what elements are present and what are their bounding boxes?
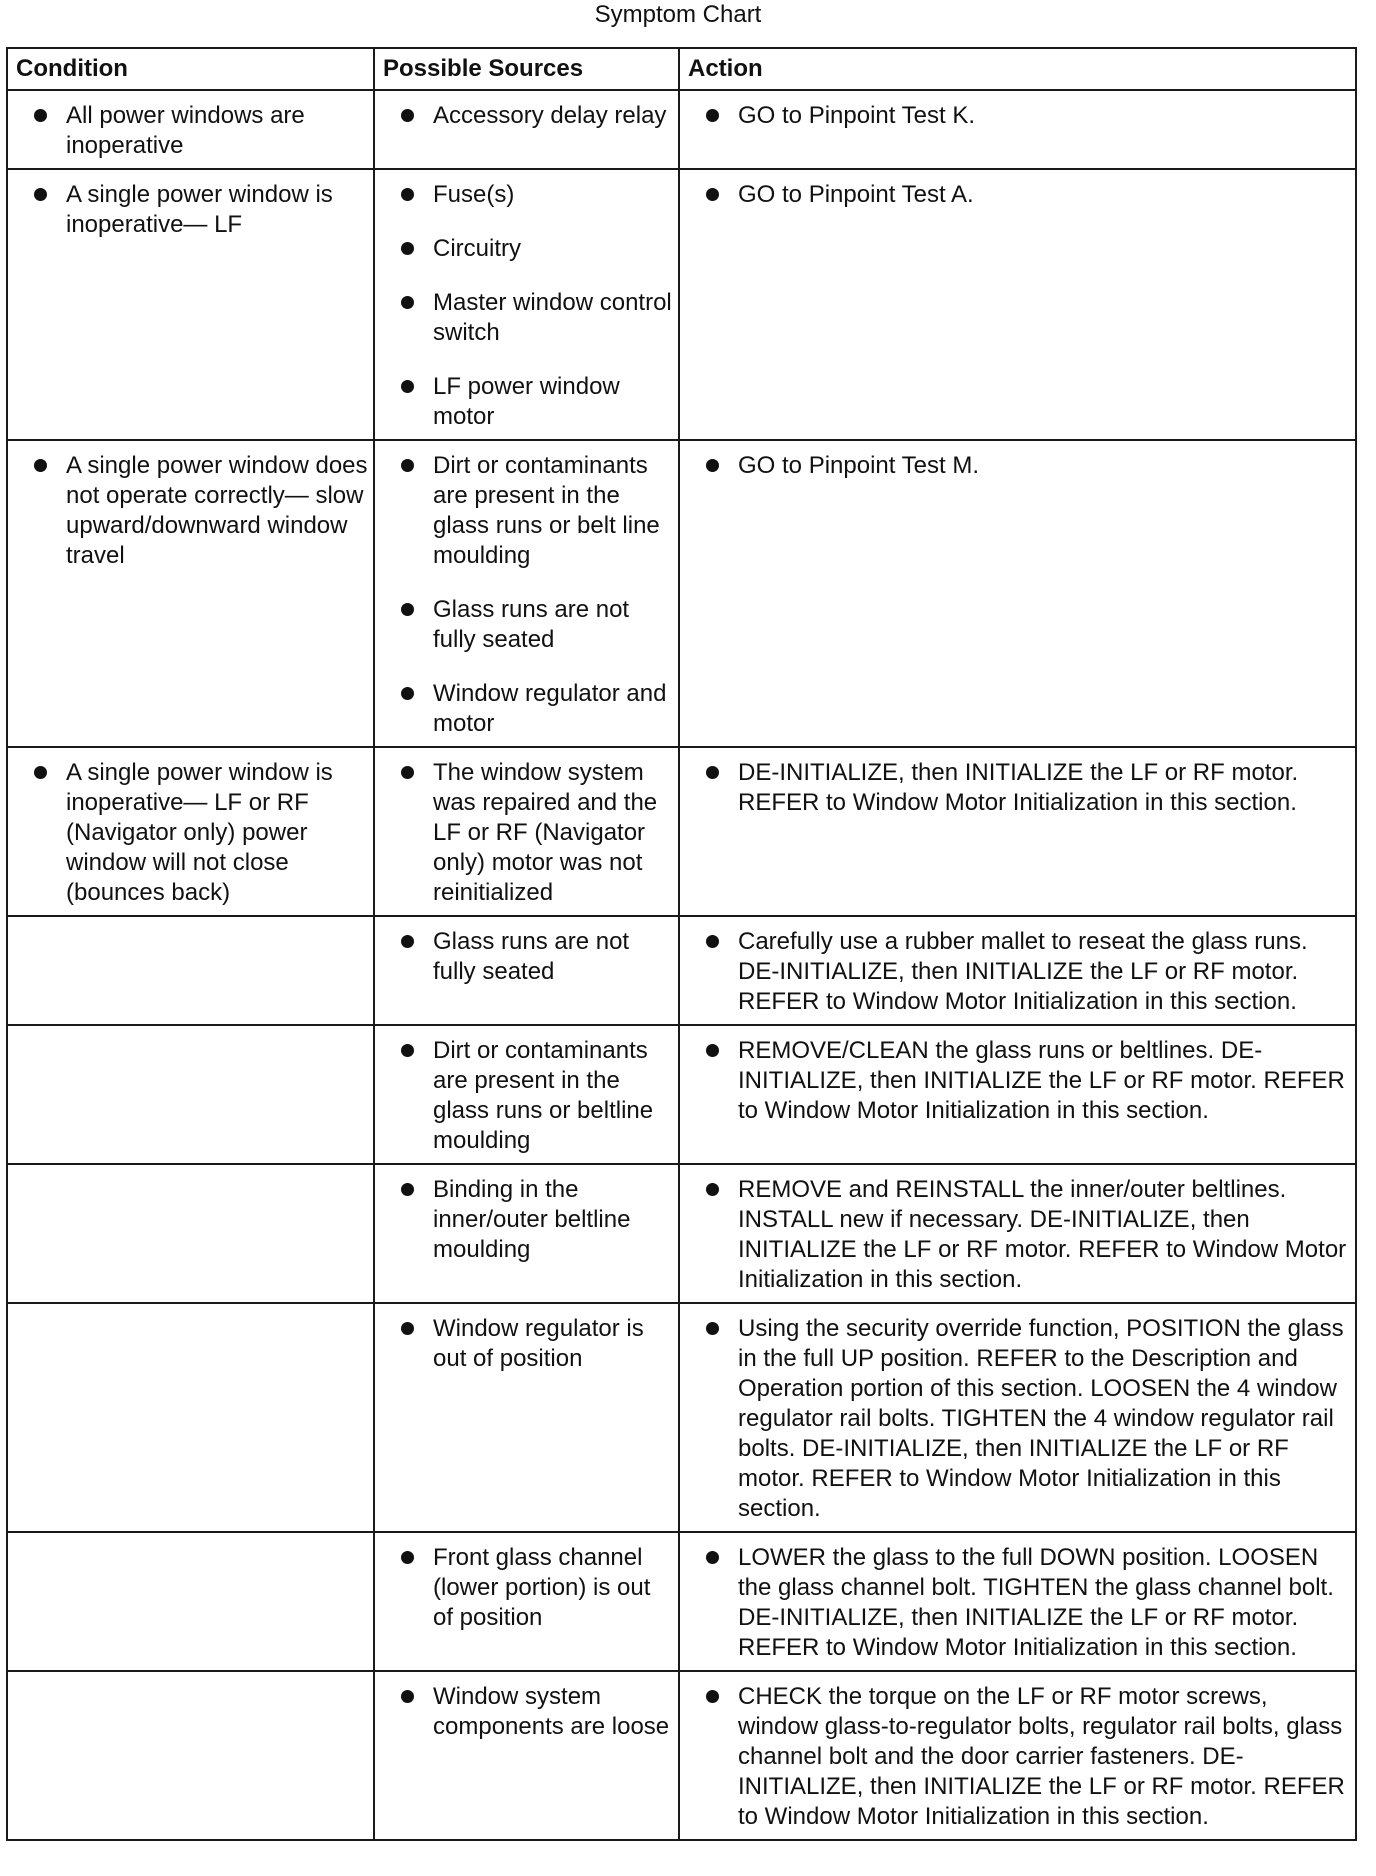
bullet-item: Front glass channel (lower portion) is out of position — [375, 1543, 674, 1633]
bullet-list — [375, 1682, 674, 1742]
action-cell — [679, 169, 1356, 440]
sources-cell — [374, 169, 679, 440]
sources-cell — [374, 440, 679, 747]
sources-cell — [374, 1532, 679, 1671]
table-row — [7, 916, 1356, 1025]
bullet-list — [375, 1175, 674, 1265]
table-row — [7, 440, 1356, 747]
action-cell — [679, 1303, 1356, 1532]
bullet-item: Glass runs are not fully seated — [375, 595, 674, 655]
condition-cell — [7, 1671, 374, 1840]
table-row — [7, 1164, 1356, 1303]
bullet-list — [8, 180, 369, 240]
bullet-item: GO to Pinpoint Test M. — [680, 451, 1351, 481]
bullet-list — [375, 180, 674, 432]
sources-cell — [374, 1671, 679, 1840]
column-header-condition: Condition — [7, 48, 374, 90]
condition-cell — [7, 169, 374, 440]
bullet-item: Binding in the inner/outer beltline moulding — [375, 1175, 674, 1265]
table-body — [7, 90, 1356, 1840]
action-cell — [679, 1532, 1356, 1671]
bullet-item: GO to Pinpoint Test A. — [680, 180, 1351, 210]
condition-cell — [7, 440, 374, 747]
bullet-item: A single power window is inoperative— LF or RF (Navigator only) power window will not close (bounces back) — [8, 758, 369, 908]
sources-cell — [374, 1025, 679, 1164]
bullet-item: Circuitry — [375, 234, 674, 264]
bullet-item: Fuse(s) — [375, 180, 674, 210]
bullet-list — [8, 451, 369, 571]
bullet-list — [375, 758, 674, 908]
bullet-list — [8, 758, 369, 908]
action-cell — [679, 1164, 1356, 1303]
column-header-possible-sources: Possible Sources — [374, 48, 679, 90]
condition-cell — [7, 747, 374, 916]
sources-cell — [374, 916, 679, 1025]
condition-cell — [7, 1164, 374, 1303]
action-cell — [679, 440, 1356, 747]
action-cell — [679, 1025, 1356, 1164]
bullet-list — [680, 1175, 1351, 1295]
table-row — [7, 1532, 1356, 1671]
action-cell — [679, 916, 1356, 1025]
condition-cell — [7, 1025, 374, 1164]
sources-cell — [374, 1164, 679, 1303]
condition-cell — [7, 1532, 374, 1671]
bullet-item: Window regulator is out of position — [375, 1314, 674, 1374]
bullet-item: Glass runs are not fully seated — [375, 927, 674, 987]
bullet-item: A single power window does not operate correctly— slow upward/downward window travel — [8, 451, 369, 571]
bullet-list — [375, 1314, 674, 1374]
bullet-item: Carefully use a rubber mallet to reseat the glass runs. DE-INITIALIZE, then INITIALIZE the LF or RF motor. REFER to Window Motor Initialization in this section. — [680, 927, 1351, 1017]
action-cell — [679, 1671, 1356, 1840]
bullet-list — [375, 451, 674, 739]
bullet-item: REMOVE and REINSTALL the inner/outer beltlines. INSTALL new if necessary. DE-INITIALIZE, then INITIALIZE the LF or RF motor. REFER to Window Motor Initialization in this section. — [680, 1175, 1351, 1295]
bullet-list — [680, 1036, 1351, 1126]
header-row — [7, 48, 1356, 90]
bullet-list — [680, 1682, 1351, 1832]
bullet-item: LF power window motor — [375, 372, 674, 432]
table-row — [7, 1671, 1356, 1840]
column-header-action: Action — [679, 48, 1356, 90]
table-row — [7, 90, 1356, 169]
bullet-item: Accessory delay relay — [375, 101, 674, 131]
bullet-item: All power windows are inoperative — [8, 101, 369, 161]
bullet-item: Dirt or contaminants are present in the glass runs or belt line moulding — [375, 451, 674, 571]
bullet-item: CHECK the torque on the LF or RF motor screws, window glass-to-regulator bolts, regulator rail bolts, glass channel bolt and the door carrier fasteners. DE-INITIALIZE, then INITIALIZE the LF or RF motor. REFER to Window Motor Initialization in this section. — [680, 1682, 1351, 1832]
bullet-item: A single power window is inoperative— LF — [8, 180, 369, 240]
table-row — [7, 169, 1356, 440]
table-header — [7, 48, 1356, 90]
bullet-list — [680, 927, 1351, 1017]
bullet-item: Window system components are loose — [375, 1682, 674, 1742]
bullet-item: Window regulator and motor — [375, 679, 674, 739]
symptom-chart-table — [6, 47, 1357, 1841]
table-row — [7, 747, 1356, 916]
bullet-item: The window system was repaired and the LF or RF (Navigator only) motor was not reinitialized — [375, 758, 674, 908]
table-row — [7, 1303, 1356, 1532]
bullet-list — [680, 101, 1351, 131]
bullet-list — [680, 1314, 1351, 1524]
condition-cell — [7, 916, 374, 1025]
bullet-list — [375, 1036, 674, 1156]
bullet-list — [375, 927, 674, 987]
sources-cell — [374, 747, 679, 916]
table-row — [7, 1025, 1356, 1164]
bullet-item: DE-INITIALIZE, then INITIALIZE the LF or RF motor. REFER to Window Motor Initialization in this section. — [680, 758, 1351, 818]
bullet-list — [8, 101, 369, 161]
bullet-item: Dirt or contaminants are present in the glass runs or beltline moulding — [375, 1036, 674, 1156]
condition-cell — [7, 1303, 374, 1532]
bullet-item: Master window control switch — [375, 288, 674, 348]
bullet-item: GO to Pinpoint Test K. — [680, 101, 1351, 131]
bullet-list — [680, 180, 1351, 210]
sources-cell — [374, 90, 679, 169]
bullet-item: REMOVE/CLEAN the glass runs or beltlines. DE-INITIALIZE, then INITIALIZE the LF or RF motor. REFER to Window Motor Initialization in this section. — [680, 1036, 1351, 1126]
bullet-list — [375, 101, 674, 131]
sources-cell — [374, 1303, 679, 1532]
bullet-list — [375, 1543, 674, 1633]
page-title: Symptom Chart — [594, 1, 762, 28]
action-cell — [679, 747, 1356, 916]
condition-cell — [7, 90, 374, 169]
action-cell — [679, 90, 1356, 169]
bullet-item: LOWER the glass to the full DOWN position. LOOSEN the glass channel bolt. TIGHTEN the glass channel bolt. DE-INITIALIZE, then INITIALIZE the LF or RF motor. REFER to Window Motor Initialization in this section. — [680, 1543, 1351, 1663]
bullet-list — [680, 451, 1351, 481]
bullet-item: Using the security override function, POSITION the glass in the full UP position. REFER to the Description and Operation portion of this section. LOOSEN the 4 window regulator rail bolts. TIGHTEN the 4 window regulator rail bolts. DE-INITIALIZE, then INITIALIZE the LF or RF motor. REFER to Window Motor Initialization in this section. — [680, 1314, 1351, 1524]
bullet-list — [680, 758, 1351, 818]
bullet-list — [680, 1543, 1351, 1663]
